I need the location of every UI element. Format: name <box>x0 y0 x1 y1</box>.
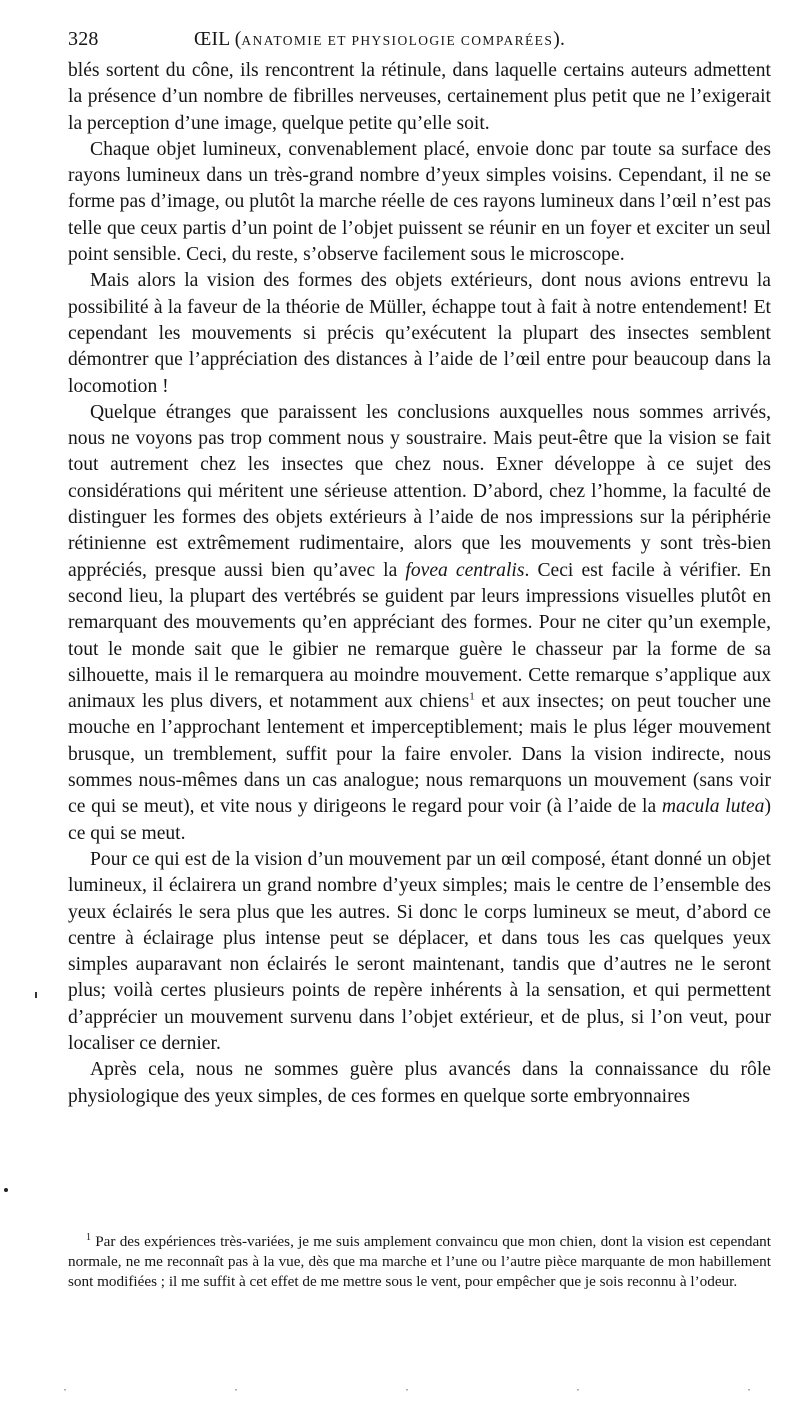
italic-fovea-centralis: fovea centralis <box>405 559 525 581</box>
paragraph-4-part-a: Quelque étranges que paraissent les conclusions auxquelles nous sommes arrivés, nous ne voyons pas trop comment nous y soustraire. Mais peut-être que la vision se fait tout autrement chez les insectes que chez nous. Exner développe à ce sujet des considérations qui méritent une sérieuse attention. D’abord, chez l’homme, la faculté de distinguer les formes des objets extérieurs à l’aide de nos impressions sur la périphérie rétinienne est extrêmement rudimentaire, alors que les mouvements y sont très-bien appréciés, presque aussi bien qu’avec la <box>68 401 771 581</box>
paragraph-6: Après cela, nous ne sommes guère plus avancés dans la connaissance du rôle physiologique des yeux simples, de ces formes en quelque sorte embryonnaires <box>68 1059 771 1107</box>
footnote-marker: 1 <box>86 1231 91 1243</box>
running-title <box>194 29 771 51</box>
scan-mark: · <box>574 1385 581 1396</box>
scan-mark: · <box>62 1385 69 1396</box>
paragraph-1: blés sortent du cône, ils rencontrent la rétinule, dans laquelle certains auteurs admettent la présence d’un nombre de fibrilles nerveuses, certainement plus petit que ne l’exigerait la perception d’une image, quelque petite qu’elle soit. <box>68 60 771 134</box>
paragraph-4 <box>68 400 771 847</box>
page <box>68 28 771 1110</box>
running-head <box>68 28 771 58</box>
footnotes <box>68 1232 771 1292</box>
footnote-1 <box>68 1232 771 1292</box>
footnote-reference[interactable]: 1 <box>469 690 475 703</box>
paragraph-5: Pour ce qui est de la vision d’un mouvement par un œil composé, étant donné un objet lumineux, il éclairera un grand nombre d’yeux simples; mais le centre de l’ensemble des yeux éclairés le sera plus que les autres. Si donc le corps lumineux se meut, d’abord ce centre à éclairage plus intense peut se déplacer, et dans tous les cas quelques yeux simples auparavant non éclairés le seront maintenant, tandis que d’autres ne le seront plus; voilà certes plusieurs points de repère inhérents à la sensation, et qui permettent d’apprécier un mouvement survenu dans l’objet extérieur, et de plus, si l’on veut, pour localiser ce dernier. <box>68 848 771 1054</box>
italic-macula-lutea: macula lutea <box>661 796 765 818</box>
page-number: 328 <box>68 28 99 50</box>
paragraph-2: Chaque objet lumineux, convenablement placé, envoie donc par toute sa surface des rayons lumineux dans un très-grand nombre d’yeux simples voisins. Cependant, il ne se forme pas d’image, ou plutôt la marche réelle de ces rayons lumineux dans l’œil n’est pas telle que ceux partis d’un point de l’objet puissent se réunir en un foyer et exciter un seul point sensible. Ceci, du reste, s’observe facilement sous le microscope. <box>68 138 771 266</box>
running-title-prefix: ŒIL ( <box>194 29 242 50</box>
scan-mark: · <box>745 1385 752 1396</box>
scan-mark: · <box>232 1385 240 1396</box>
margin-mark <box>35 992 37 998</box>
running-title-smallcaps: ANATOMIE ET PHYSIOLOGIE COMPARÉES <box>241 33 554 48</box>
footnote-text: Par des expériences très-variées, je me suis amplement convaincu que mon chien, dont la vision est cependant normale, ne me reconnaît pas à la vue, dès que ma marche et l’une ou l’autre pièce marquante de mon habillement sont modifiées ; il me suffit à cet effet de me mettre sous le vent, pour empêcher que je sois reconnu à l’odeur. <box>68 1233 771 1290</box>
paragraph-3: Mais alors la vision des formes des objets extérieurs, dont nous avions entrevu la possibilité à la faveur de la théorie de Müller, échappe tout à fait à notre entendement! Et cependant les mouvements si précis qu’exécutent la plupart des insectes semblent démontrer que l’appréciation des distances à l’aide de l’œil entre pour beaucoup dans la locomotion ! <box>68 270 771 397</box>
paragraph-4-part-b: . Ceci est facile à vérifier. En second lieu, la plupart des vertébrés se guident par leurs impressions visuelles plutôt en remarquant des mouvements qu’en appréciant des formes. Pour ne citer qu’un exemple, tout le monde sait que le gibier ne remarque guère le chasseur par la forme de sa silhouette, mais il le remarquera au moindre mouvement. Cette remarque s’applique aux animaux les plus divers, et notamment aux chiens <box>68 559 771 713</box>
scan-edge-marks <box>62 1385 752 1396</box>
scan-mark: · <box>403 1385 410 1396</box>
running-title-suffix: ). <box>553 29 566 50</box>
margin-dot <box>4 1188 8 1192</box>
body-text <box>68 58 771 1110</box>
paragraph-4-part-c: et aux insectes; on peut toucher une mouche en l’approchant lentement et imperceptiblement; mais le plus léger mouvement brusque, un tremblement, suffit pour la faire envoler. Dans la vision indirecte, nous sommes nous-mêmes dans un cas analogue; nous remarquons un mouvement (sans voir ce qui se meut), et vite nous y dirigeons le regard pour voir (à l’aide de la <box>68 691 772 818</box>
paragraph-4-part-d: ) ce qui se meut. <box>68 796 771 844</box>
